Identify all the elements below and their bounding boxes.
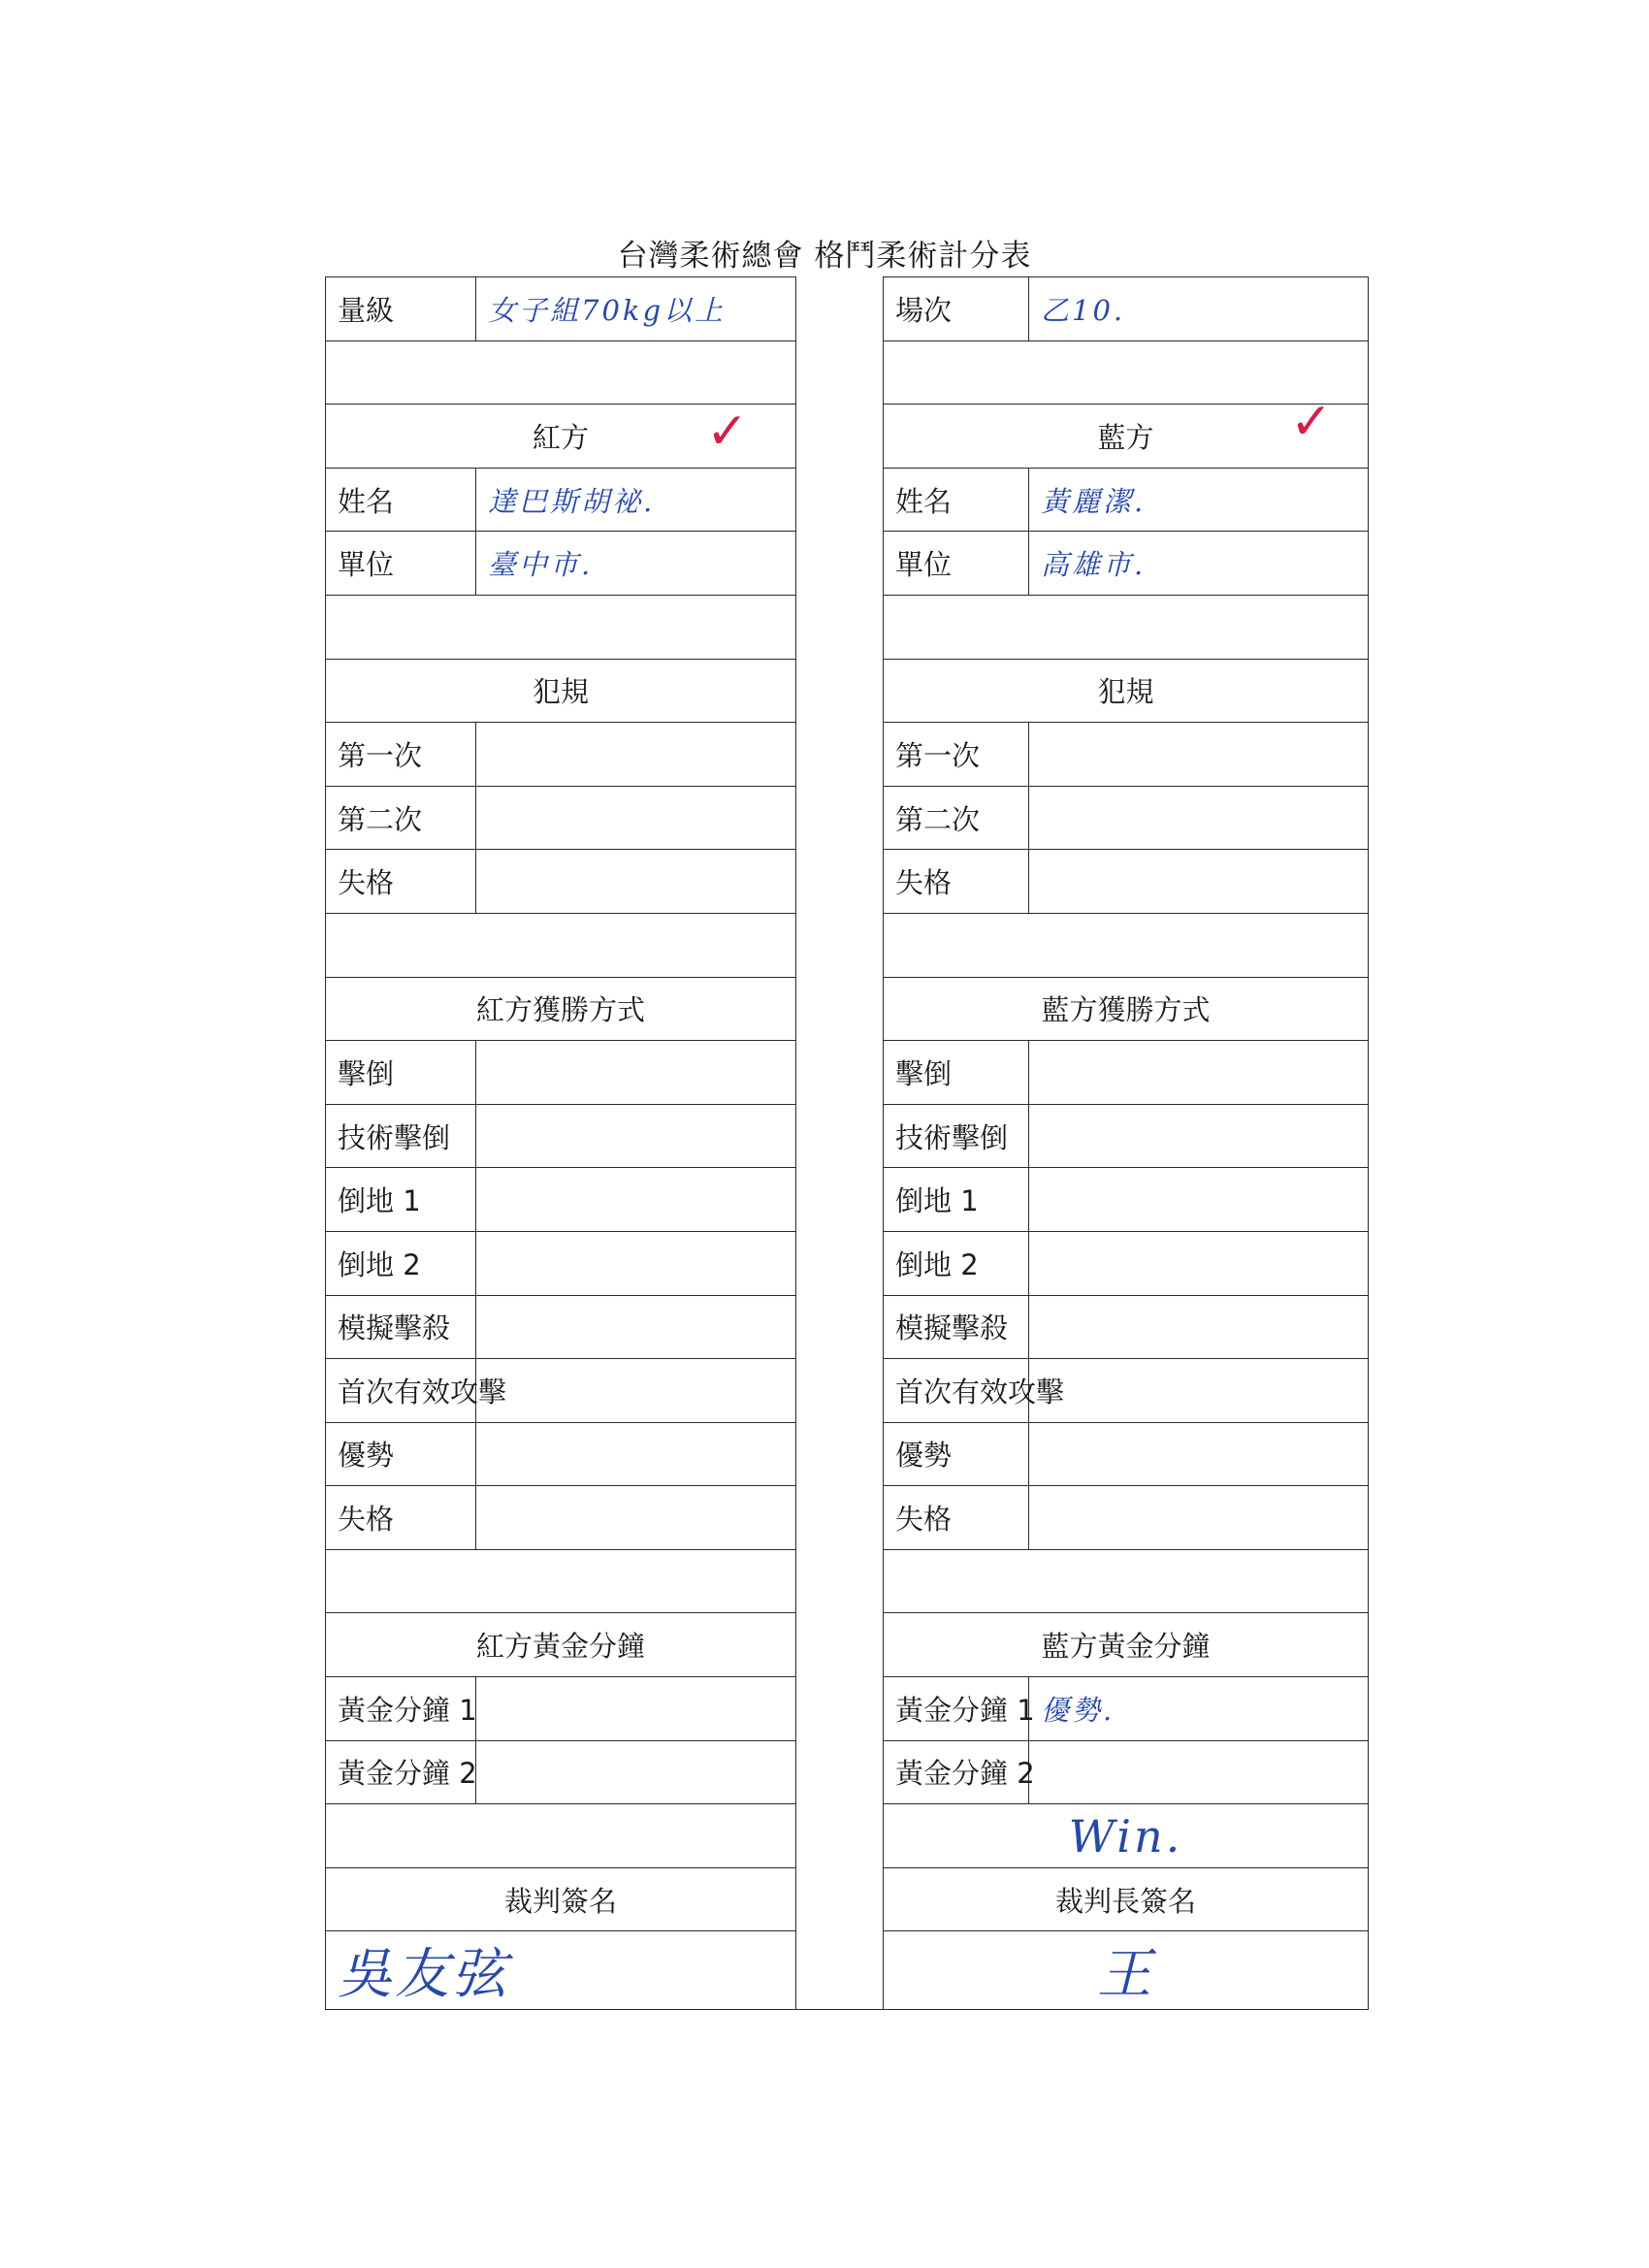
red-win-cell[interactable] <box>476 1486 796 1550</box>
red-win-label: 模擬擊殺 <box>326 1295 476 1359</box>
red-golden-cell[interactable] <box>476 1740 796 1804</box>
red-win-cell[interactable] <box>476 1231 796 1295</box>
red-foul-cell[interactable] <box>476 723 796 787</box>
blue-win-cell[interactable] <box>1029 1104 1369 1168</box>
blue-win-cell[interactable] <box>1029 1486 1369 1550</box>
red-foul-label: 失格 <box>326 850 476 914</box>
blue-golden-label: 黃金分鐘 2 <box>884 1740 1029 1804</box>
form-title: 台灣柔術總會 格鬥柔術計分表 <box>617 239 1032 274</box>
red-golden-header: 紅方黃金分鐘 <box>326 1613 796 1677</box>
blue-unit-value[interactable]: 高雄市. <box>1029 532 1369 596</box>
blue-win-cell[interactable] <box>1029 1422 1369 1486</box>
red-win-label: 倒地 1 <box>326 1168 476 1232</box>
red-name-value[interactable]: 達巴斯胡祕. <box>476 468 796 532</box>
red-side-header: 紅方 <box>326 405 796 469</box>
blue-foul-label: 第一次 <box>884 723 1029 787</box>
score-sheet <box>325 276 1369 2010</box>
blue-win-label: 優勢 <box>884 1422 1029 1486</box>
blue-win-label: 首次有效攻擊 <box>884 1359 1029 1423</box>
blue-win-cell[interactable] <box>1029 1168 1369 1232</box>
blue-signature[interactable]: 王 <box>884 1931 1369 2010</box>
blue-side-header: 藍方 <box>884 405 1369 469</box>
blue-foul-cell[interactable] <box>1029 850 1369 914</box>
blue-win-label: 倒地 2 <box>884 1231 1029 1295</box>
red-win-cell[interactable] <box>476 1295 796 1359</box>
weight-value[interactable]: 女子組70kg以上 <box>476 277 796 341</box>
blue-foul-label: 失格 <box>884 850 1029 914</box>
blue-golden-note[interactable]: 優勢. <box>1029 1677 1369 1741</box>
red-win-label: 首次有效攻擊 <box>326 1359 476 1423</box>
blue-golden-cell[interactable] <box>1029 1740 1369 1804</box>
red-win-cell[interactable] <box>476 1104 796 1168</box>
blue-golden-header: 藍方黃金分鐘 <box>884 1613 1369 1677</box>
red-foul-label: 第二次 <box>326 786 476 850</box>
red-golden-cell[interactable] <box>476 1677 796 1741</box>
red-name-label: 姓名 <box>326 468 476 532</box>
blue-win-label: 失格 <box>884 1486 1029 1550</box>
blue-fouls-header: 犯規 <box>884 659 1369 723</box>
blue-win-cell[interactable] <box>1029 1041 1369 1105</box>
blue-result-note[interactable]: Win. <box>884 1804 1369 1868</box>
blue-win-cell[interactable] <box>1029 1295 1369 1359</box>
red-foul-label: 第一次 <box>326 723 476 787</box>
blue-name-value[interactable]: 黃麗潔. <box>1029 468 1369 532</box>
red-fouls-header: 犯規 <box>326 659 796 723</box>
red-win-cell[interactable] <box>476 1041 796 1105</box>
blue-foul-cell[interactable] <box>1029 723 1369 787</box>
red-unit-value[interactable]: 臺中市. <box>476 532 796 596</box>
weight-label: 量級 <box>326 277 476 341</box>
red-golden-label: 黃金分鐘 1 <box>326 1677 476 1741</box>
red-win-label: 優勢 <box>326 1422 476 1486</box>
blue-win-label: 模擬擊殺 <box>884 1295 1029 1359</box>
red-win-cell[interactable] <box>476 1168 796 1232</box>
blue-win-label: 倒地 1 <box>884 1168 1029 1232</box>
blue-sign-header: 裁判長簽名 <box>884 1867 1369 1931</box>
blue-name-label: 姓名 <box>884 468 1029 532</box>
red-sign-header: 裁判簽名 <box>326 1867 796 1931</box>
red-unit-label: 單位 <box>326 532 476 596</box>
blue-foul-cell[interactable] <box>1029 786 1369 850</box>
blue-win-label: 技術擊倒 <box>884 1104 1029 1168</box>
red-win-cell[interactable] <box>476 1359 796 1423</box>
blue-win-cell[interactable] <box>1029 1359 1369 1423</box>
red-golden-label: 黃金分鐘 2 <box>326 1740 476 1804</box>
blue-golden-label: 黃金分鐘 1 <box>884 1677 1029 1741</box>
red-foul-cell[interactable] <box>476 850 796 914</box>
blue-unit-label: 單位 <box>884 532 1029 596</box>
match-label: 場次 <box>884 277 1029 341</box>
blue-win-cell[interactable] <box>1029 1231 1369 1295</box>
header-row <box>326 277 1369 341</box>
red-foul-cell[interactable] <box>476 786 796 850</box>
red-win-label: 擊倒 <box>326 1041 476 1105</box>
blue-win-header: 藍方獲勝方式 <box>884 977 1369 1041</box>
red-signature[interactable]: 吳友弦 <box>326 1931 796 2010</box>
red-win-cell[interactable] <box>476 1422 796 1486</box>
red-win-label: 倒地 2 <box>326 1231 476 1295</box>
blue-check-icon: ✓ <box>1290 393 1333 451</box>
match-value[interactable]: 乙10. <box>1029 277 1369 341</box>
red-win-label: 失格 <box>326 1486 476 1550</box>
red-win-header: 紅方獲勝方式 <box>326 977 796 1041</box>
blue-win-label: 擊倒 <box>884 1041 1029 1105</box>
red-check-icon: ✓ <box>706 403 749 461</box>
blue-foul-label: 第二次 <box>884 786 1029 850</box>
red-win-label: 技術擊倒 <box>326 1104 476 1168</box>
